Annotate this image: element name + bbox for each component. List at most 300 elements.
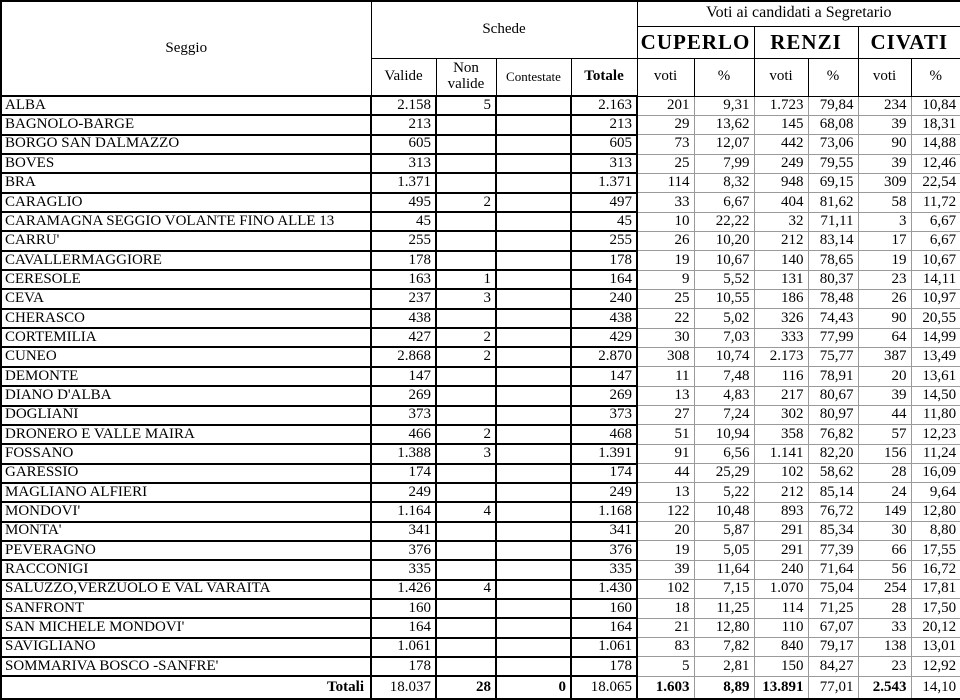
table-row [1,464,960,483]
table-row [1,154,960,173]
civati-voti-cell: 20 [858,367,911,386]
contestate-cell [496,483,571,502]
civati-voti-cell: 28 [858,599,911,618]
table-row [1,386,960,405]
cuperlo-pct-cell: 5,05 [694,541,754,560]
table-body [1,96,960,699]
totale-cell: 269 [571,386,637,405]
cuperlo-voti-cell: 21 [637,618,694,637]
non-valide-cell [436,599,496,618]
cuperlo-voti-cell: 27 [637,406,694,425]
seggio-cell: CAVALLERMAGGIORE [1,251,371,270]
renzi-voti-cell: 212 [754,231,808,250]
valide-cell: 313 [371,154,436,173]
column-group-renzi: RENZI [754,26,858,58]
civati-voti-cell: 56 [858,560,911,579]
valide-cell: 160 [371,599,436,618]
totale-cell: 178 [571,251,637,270]
seggio-cell: ALBA [1,96,371,115]
seggio-cell: SAVIGLIANO [1,638,371,657]
cuperlo-voti-cell: 19 [637,541,694,560]
seggio-cell: MAGLIANO ALFIERI [1,483,371,502]
renzi-pct-cell: 79,55 [808,154,858,173]
renzi-voti-cell: 240 [754,560,808,579]
renzi-pct-cell: 71,11 [808,212,858,231]
cuperlo-voti-cell: 308 [637,347,694,366]
contestate-cell [496,231,571,250]
cuperlo-voti-cell: 5 [637,657,694,676]
renzi-pct-cell: 69,15 [808,173,858,192]
cuperlo-voti-cell: 102 [637,580,694,599]
cuperlo-pct-cell: 6,67 [694,193,754,212]
totale-cell: 1.391 [571,444,637,463]
valide-cell: 269 [371,386,436,405]
civati-voti-cell: 23 [858,657,911,676]
cuperlo-pct-cell: 7,24 [694,406,754,425]
totale-cell: 1.430 [571,580,637,599]
civati-pct-cell: 20,55 [911,309,960,328]
contestate-cell [496,444,571,463]
cuperlo-voti-total: 1.603 [637,676,694,699]
seggio-cell: DRONERO E VALLE MAIRA [1,425,371,444]
renzi-pct-cell: 76,82 [808,425,858,444]
seggio-cell: MONTA' [1,522,371,541]
totale-cell: 335 [571,560,637,579]
civati-voti-cell: 66 [858,541,911,560]
civati-pct-cell: 9,64 [911,483,960,502]
civati-pct-cell: 11,72 [911,193,960,212]
cuperlo-pct-cell: 22,22 [694,212,754,231]
totale-cell: 147 [571,367,637,386]
contestate-cell [496,289,571,308]
cuperlo-voti-cell: 25 [637,154,694,173]
table-row [1,367,960,386]
non-valide-cell [436,251,496,270]
renzi-voti-cell: 442 [754,135,808,154]
cuperlo-pct-cell: 11,64 [694,560,754,579]
cuperlo-pct-cell: 7,15 [694,580,754,599]
cuperlo-pct-cell: 25,29 [694,464,754,483]
civati-voti-cell: 17 [858,231,911,250]
valide-cell: 373 [371,406,436,425]
table-row [1,328,960,347]
renzi-voti-cell: 186 [754,289,808,308]
cuperlo-pct-cell: 9,31 [694,96,754,115]
table-row [1,115,960,134]
valide-cell: 466 [371,425,436,444]
totals-row [1,676,960,699]
cuperlo-pct-cell: 5,52 [694,270,754,289]
civati-pct-cell: 12,80 [911,502,960,521]
seggio-cell: CERESOLE [1,270,371,289]
seggio-cell: SOMMARIVA BOSCO -SANFRE' [1,657,371,676]
valide-cell: 427 [371,328,436,347]
renzi-voti-cell: 291 [754,541,808,560]
contestate-cell [496,347,571,366]
civati-pct-cell: 10,97 [911,289,960,308]
table-header [1,1,960,96]
totale-cell: 255 [571,231,637,250]
renzi-pct-cell: 68,08 [808,115,858,134]
seggio-cell: PEVERAGNO [1,541,371,560]
civati-pct-cell: 14,99 [911,328,960,347]
contestate-cell [496,580,571,599]
table-row [1,638,960,657]
column-header-cuperlo-pct: % [694,58,754,96]
civati-voti-total: 2.543 [858,676,911,699]
table-row [1,657,960,676]
totale-cell: 174 [571,464,637,483]
seggio-cell: CARAGLIO [1,193,371,212]
cuperlo-pct-cell: 11,25 [694,599,754,618]
table-row [1,541,960,560]
renzi-pct-cell: 77,99 [808,328,858,347]
civati-pct-cell: 6,67 [911,231,960,250]
non-valide-cell [436,309,496,328]
cuperlo-pct-cell: 7,03 [694,328,754,347]
totale-cell: 1.371 [571,173,637,192]
valide-cell: 495 [371,193,436,212]
cuperlo-pct-total: 8,89 [694,676,754,699]
seggio-cell: MONDOVI' [1,502,371,521]
non-valide-cell [436,483,496,502]
civati-pct-cell: 13,61 [911,367,960,386]
cuperlo-pct-cell: 6,56 [694,444,754,463]
civati-pct-cell: 6,67 [911,212,960,231]
civati-voti-cell: 19 [858,251,911,270]
renzi-pct-cell: 75,77 [808,347,858,366]
seggio-cell: BORGO SAN DALMAZZO [1,135,371,154]
cuperlo-pct-cell: 13,62 [694,115,754,134]
table-row [1,193,960,212]
civati-voti-cell: 57 [858,425,911,444]
cuperlo-voti-cell: 201 [637,96,694,115]
cuperlo-pct-cell: 8,32 [694,173,754,192]
cuperlo-pct-cell: 10,74 [694,347,754,366]
civati-voti-cell: 254 [858,580,911,599]
cuperlo-pct-cell: 10,94 [694,425,754,444]
non-valide-cell: 2 [436,425,496,444]
civati-pct-cell: 14,11 [911,270,960,289]
renzi-pct-cell: 67,07 [808,618,858,637]
renzi-voti-cell: 1.070 [754,580,808,599]
contestate-cell [496,328,571,347]
civati-pct-cell: 17,81 [911,580,960,599]
civati-pct-cell: 20,12 [911,618,960,637]
renzi-voti-cell: 131 [754,270,808,289]
non-valide-cell: 4 [436,502,496,521]
renzi-voti-cell: 291 [754,522,808,541]
non-valide-cell: 2 [436,347,496,366]
valide-cell: 249 [371,483,436,502]
renzi-pct-cell: 78,91 [808,367,858,386]
renzi-pct-cell: 85,14 [808,483,858,502]
civati-pct-cell: 22,54 [911,173,960,192]
cuperlo-voti-cell: 20 [637,522,694,541]
renzi-pct-cell: 71,64 [808,560,858,579]
cuperlo-pct-cell: 12,80 [694,618,754,637]
valide-cell: 335 [371,560,436,579]
totale-cell: 376 [571,541,637,560]
cuperlo-pct-cell: 10,55 [694,289,754,308]
valide-cell: 376 [371,541,436,560]
table-row [1,347,960,366]
contestate-cell [496,425,571,444]
valide-cell: 237 [371,289,436,308]
totale-cell: 178 [571,657,637,676]
renzi-voti-cell: 1.141 [754,444,808,463]
contestate-cell [496,638,571,657]
civati-voti-cell: 387 [858,347,911,366]
cuperlo-pct-cell: 7,99 [694,154,754,173]
renzi-pct-cell: 76,72 [808,502,858,521]
valide-cell: 1.371 [371,173,436,192]
contestate-cell [496,135,571,154]
non-valide-cell [436,115,496,134]
totale-total: 18.065 [571,676,637,699]
non-valide-cell [436,618,496,637]
table-row [1,251,960,270]
cuperlo-voti-cell: 25 [637,289,694,308]
renzi-voti-cell: 217 [754,386,808,405]
civati-voti-cell: 26 [858,289,911,308]
civati-voti-cell: 39 [858,115,911,134]
contestate-cell [496,541,571,560]
renzi-pct-cell: 84,27 [808,657,858,676]
table-row [1,406,960,425]
cuperlo-pct-cell: 12,07 [694,135,754,154]
civati-pct-cell: 12,46 [911,154,960,173]
renzi-voti-cell: 116 [754,367,808,386]
totale-cell: 313 [571,154,637,173]
cuperlo-voti-cell: 11 [637,367,694,386]
valide-cell: 1.164 [371,502,436,521]
renzi-pct-cell: 83,14 [808,231,858,250]
column-group-schede: Schede [371,1,637,58]
non-valide-cell [436,464,496,483]
contestate-total: 0 [496,676,571,699]
renzi-voti-cell: 114 [754,599,808,618]
seggio-cell: DIANO D'ALBA [1,386,371,405]
cuperlo-pct-cell: 10,20 [694,231,754,250]
renzi-voti-cell: 326 [754,309,808,328]
civati-pct-cell: 14,50 [911,386,960,405]
non-valide-cell: 3 [436,444,496,463]
valide-cell: 147 [371,367,436,386]
civati-voti-cell: 39 [858,154,911,173]
table-row [1,425,960,444]
civati-voti-cell: 64 [858,328,911,347]
table-row [1,231,960,250]
renzi-voti-cell: 840 [754,638,808,657]
table-row [1,96,960,115]
non-valide-cell [436,541,496,560]
table-row [1,483,960,502]
totale-cell: 240 [571,289,637,308]
renzi-voti-cell: 893 [754,502,808,521]
renzi-voti-cell: 358 [754,425,808,444]
contestate-cell [496,464,571,483]
non-valide-cell [436,173,496,192]
seggio-cell: DOGLIANI [1,406,371,425]
contestate-cell [496,560,571,579]
civati-voti-cell: 30 [858,522,911,541]
cuperlo-voti-cell: 73 [637,135,694,154]
civati-pct-cell: 10,67 [911,251,960,270]
totale-cell: 164 [571,270,637,289]
table-row [1,444,960,463]
cuperlo-voti-cell: 26 [637,231,694,250]
column-header-renzi-voti: voti [754,58,808,96]
civati-voti-cell: 33 [858,618,911,637]
cuperlo-voti-cell: 51 [637,425,694,444]
civati-pct-cell: 16,72 [911,560,960,579]
non-valide-cell: 1 [436,270,496,289]
civati-voti-cell: 39 [858,386,911,405]
seggio-cell: CUNEO [1,347,371,366]
cuperlo-voti-cell: 13 [637,483,694,502]
non-valide-cell: 4 [436,580,496,599]
valide-cell: 2.158 [371,96,436,115]
contestate-cell [496,386,571,405]
cuperlo-voti-cell: 39 [637,560,694,579]
renzi-voti-cell: 249 [754,154,808,173]
seggio-cell: SALUZZO,VERZUOLO E VAL VARAITA [1,580,371,599]
contestate-cell [496,193,571,212]
seggio-cell: SAN MICHELE MONDOVI' [1,618,371,637]
table-row [1,309,960,328]
civati-voti-cell: 156 [858,444,911,463]
contestate-cell [496,212,571,231]
renzi-pct-cell: 82,20 [808,444,858,463]
cuperlo-voti-cell: 10 [637,212,694,231]
totale-cell: 1.061 [571,638,637,657]
column-header-non-valide: Non valide [436,58,496,96]
totale-cell: 429 [571,328,637,347]
civati-pct-cell: 17,55 [911,541,960,560]
cuperlo-pct-cell: 5,22 [694,483,754,502]
renzi-pct-cell: 79,17 [808,638,858,657]
cuperlo-pct-cell: 7,48 [694,367,754,386]
civati-voti-cell: 23 [858,270,911,289]
column-header-seggio: Seggio [1,1,371,96]
totale-cell: 213 [571,115,637,134]
column-header-cuperlo-voti: voti [637,58,694,96]
valide-cell: 1.388 [371,444,436,463]
renzi-voti-total: 13.891 [754,676,808,699]
renzi-voti-cell: 140 [754,251,808,270]
renzi-voti-cell: 150 [754,657,808,676]
civati-pct-cell: 14,88 [911,135,960,154]
cuperlo-pct-cell: 5,87 [694,522,754,541]
civati-pct-cell: 13,49 [911,347,960,366]
civati-pct-cell: 11,24 [911,444,960,463]
seggio-cell: SANFRONT [1,599,371,618]
seggio-cell: BRA [1,173,371,192]
table-row [1,270,960,289]
valide-total: 18.037 [371,676,436,699]
renzi-pct-cell: 58,62 [808,464,858,483]
contestate-cell [496,270,571,289]
non-valide-cell: 2 [436,328,496,347]
civati-voti-cell: 28 [858,464,911,483]
table-row [1,599,960,618]
cuperlo-voti-cell: 9 [637,270,694,289]
cuperlo-pct-cell: 4,83 [694,386,754,405]
renzi-voti-cell: 302 [754,406,808,425]
renzi-voti-cell: 145 [754,115,808,134]
table-row [1,522,960,541]
cuperlo-voti-cell: 114 [637,173,694,192]
contestate-cell [496,618,571,637]
totale-cell: 2.870 [571,347,637,366]
seggio-cell: CHERASCO [1,309,371,328]
contestate-cell [496,502,571,521]
renzi-pct-cell: 80,37 [808,270,858,289]
cuperlo-voti-cell: 30 [637,328,694,347]
contestate-cell [496,522,571,541]
column-header-civati-pct: % [911,58,960,96]
renzi-voti-cell: 102 [754,464,808,483]
seggio-cell: CARRU' [1,231,371,250]
cuperlo-voti-cell: 83 [637,638,694,657]
contestate-cell [496,251,571,270]
non-valide-cell [436,154,496,173]
contestate-cell [496,406,571,425]
contestate-cell [496,657,571,676]
renzi-pct-cell: 78,65 [808,251,858,270]
valide-cell: 174 [371,464,436,483]
cuperlo-voti-cell: 44 [637,464,694,483]
civati-pct-cell: 17,50 [911,599,960,618]
renzi-voti-cell: 333 [754,328,808,347]
civati-pct-cell: 10,84 [911,96,960,115]
cuperlo-pct-cell: 2,81 [694,657,754,676]
civati-pct-cell: 18,31 [911,115,960,134]
civati-pct-cell: 13,01 [911,638,960,657]
civati-voti-cell: 44 [858,406,911,425]
column-header-valide: Valide [371,58,436,96]
civati-voti-cell: 149 [858,502,911,521]
totale-cell: 249 [571,483,637,502]
valide-cell: 45 [371,212,436,231]
totale-cell: 605 [571,135,637,154]
seggio-cell: BAGNOLO-BARGE [1,115,371,134]
contestate-cell [496,367,571,386]
cuperlo-pct-cell: 10,48 [694,502,754,521]
non-valide-cell [436,638,496,657]
table-row [1,173,960,192]
totale-cell: 45 [571,212,637,231]
seggio-cell: DEMONTE [1,367,371,386]
renzi-pct-cell: 80,97 [808,406,858,425]
valide-cell: 178 [371,657,436,676]
column-header-totale: Totale [571,58,637,96]
valide-cell: 164 [371,618,436,637]
totals-label: Totali [1,676,371,699]
civati-voti-cell: 234 [858,96,911,115]
seggio-cell: BOVES [1,154,371,173]
contestate-cell [496,154,571,173]
non-valide-cell: 2 [436,193,496,212]
cuperlo-voti-cell: 19 [637,251,694,270]
seggio-cell: RACCONIGI [1,560,371,579]
contestate-cell [496,173,571,192]
renzi-voti-cell: 32 [754,212,808,231]
contestate-cell [496,309,571,328]
renzi-pct-total: 77,01 [808,676,858,699]
cuperlo-voti-cell: 33 [637,193,694,212]
